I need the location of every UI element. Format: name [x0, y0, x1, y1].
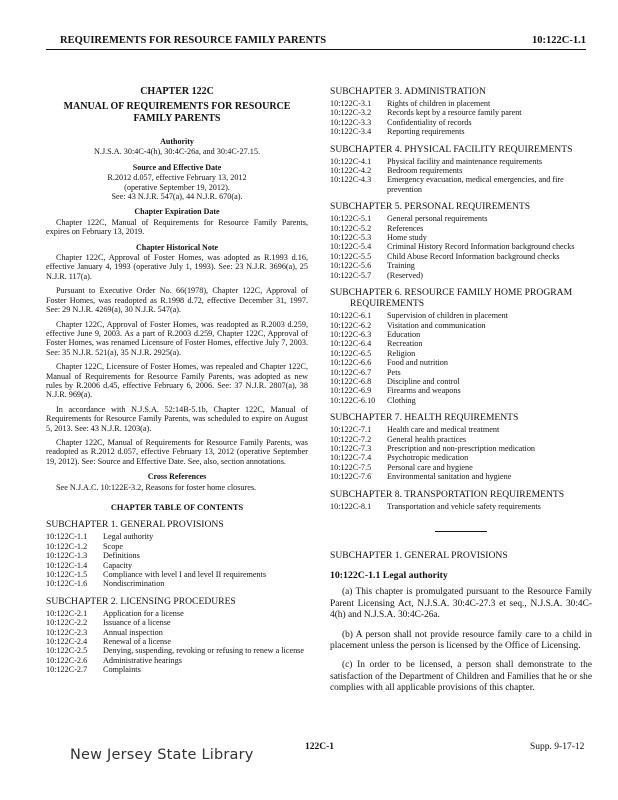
toc-entry — [46, 637, 308, 646]
toc-entry — [46, 665, 308, 674]
toc-heading: CHAPTER TABLE OF CONTENTS — [110, 503, 244, 512]
toc-entry — [330, 358, 592, 367]
subchapter-heading: SUBCHAPTER 1. GENERAL PROVISIONS — [46, 519, 224, 531]
toc-entry-title: Scope — [103, 541, 124, 551]
toc-entry — [330, 330, 592, 339]
toc-entry-title: Nondiscrimination — [103, 579, 165, 589]
toc-entry-number: 10:122C-7.4 — [330, 453, 372, 463]
toc-entry — [330, 175, 592, 194]
authority-heading: Authority — [160, 137, 194, 146]
toc-entry-number: 10:122C-1.3 — [46, 551, 88, 561]
source-line-3: See: 43 N.J.R. 547(a), 44 N.J.R. 670(a). — [111, 192, 243, 202]
toc-entry-number: 10:122C-6.1 — [330, 311, 372, 321]
toc-entry — [330, 377, 592, 386]
toc-entry-title: Religion — [387, 348, 416, 358]
paragraph-c: (c) In order to be licensed, a person shall demonstrate to the satisfaction of the Department of Children and Families that he or she complies with all applicable provisions of this chapter. — [330, 660, 592, 694]
toc-entry — [330, 502, 592, 511]
subchapter-heading: SUBCHAPTER 7. HEALTH REQUIREMENTS — [330, 412, 519, 424]
toc-entry-number: 10:122C-5.1 — [330, 214, 372, 224]
expiration-heading: Chapter Expiration Date — [134, 207, 220, 217]
toc-entry — [330, 108, 592, 117]
toc-entry-title: Training — [387, 261, 415, 271]
toc-entry — [330, 157, 592, 166]
toc-entry — [330, 386, 592, 395]
toc-entry — [330, 99, 592, 108]
toc-list — [330, 99, 592, 137]
section-heading: 10:122C-1.1 Legal authority — [330, 570, 448, 581]
toc-entry-title: Supervision of children in placement — [387, 311, 508, 321]
paragraph-b: (b) A person shall not provide resource family care to a child in placement unless the person is licensed by the Office of Licensing. — [330, 629, 592, 652]
toc-entry-number: 10:122C-3.4 — [330, 127, 372, 137]
toc-entry-title: Discipline and control — [387, 376, 460, 386]
toc-entry — [330, 472, 592, 481]
toc-entry-title: Legal authority — [103, 532, 154, 542]
toc-entry-title: Confidentiality of records — [387, 117, 472, 127]
toc-entry-title: Reporting requirements — [387, 127, 465, 137]
toc-entry-number: 10:122C-6.5 — [330, 348, 372, 358]
toc-entry — [46, 656, 308, 665]
toc-entry-number: 10:122C-6.9 — [330, 386, 372, 396]
toc-entry-title: Administrative hearings — [103, 655, 182, 665]
toc-entry — [330, 311, 592, 320]
toc-entry — [330, 214, 592, 223]
cross-references-text: See N.J.A.C. 10:122E-3.2, Reasons for foster home closures. — [56, 482, 257, 492]
toc-entry — [46, 609, 308, 618]
subchapter-heading — [330, 287, 592, 309]
toc-entry-title: Application for a license — [103, 608, 184, 618]
toc-entry-number: 10:122C-2.5 — [46, 646, 88, 656]
subchapter-heading: SUBCHAPTER 8. TRANSPORTATION REQUIREMENTS — [330, 488, 565, 500]
chapter-number: CHAPTER 122C — [140, 86, 214, 97]
subchapter-title-continued: REQUIREMENTS — [350, 298, 425, 310]
toc-entry-title: Definitions — [103, 551, 140, 561]
toc-entry-title: Bedroom requirements — [387, 166, 463, 176]
history-note: Chapter 122C, Approval of Foster Homes, was adopted as R.1993 d.16, effective January 4, 1993 (operative July 1, 1993). See: 23 N.J.R. 3696(a), 25 N.J.R. 117(a). — [46, 253, 308, 281]
toc-entry-number: 10:122C-1.4 — [46, 560, 88, 570]
header-title: REQUIREMENTS FOR RESOURCE FAMILY PARENTS — [60, 35, 327, 46]
toc-entry-title: Recreation — [387, 339, 423, 349]
toc-entry-number: 10:122C-6.4 — [330, 339, 372, 349]
toc-entry — [46, 628, 308, 637]
toc-entry — [46, 570, 308, 579]
toc-entry-title: (Reserved) — [387, 270, 423, 280]
toc-entry-title: Denying, suspending, revoking or refusing to renew a license — [103, 646, 304, 656]
subchapter-heading: SUBCHAPTER 3. ADMINISTRATION — [330, 86, 486, 97]
toc-entry — [330, 271, 592, 280]
history-note: Pursuant to Executive Order No. 66(1978), Chapter 122C, Approval of Foster Homes, was readopted as R.1998 d.72, effective December 31, 1997. See: 29 N.J.R. 4269(a), 30 N.J.R. 547(a). — [46, 286, 308, 315]
toc-entry-title: Personal care and hygiene — [387, 462, 473, 472]
toc-entry — [330, 463, 592, 472]
toc-entry — [46, 618, 308, 627]
toc-list — [330, 311, 592, 405]
toc-entry-number: 10:122C-5.7 — [330, 270, 372, 280]
toc-entry-title: Psychotropic medication — [387, 453, 469, 463]
toc-entry-number: 10:122C-5.4 — [330, 242, 372, 252]
toc-entry-title: Annual inspection — [103, 627, 163, 637]
toc-entry-number: 10:122C-5.2 — [330, 223, 372, 233]
toc-list — [330, 502, 592, 511]
toc-entry — [46, 579, 308, 588]
subchapter-heading: SUBCHAPTER 4. PHYSICAL FACILITY REQUIREMENTS — [330, 143, 573, 155]
section-divider — [435, 531, 487, 532]
toc-entry — [330, 127, 592, 136]
toc-entry-title: Criminal History Record Information background checks — [387, 242, 575, 252]
toc-list — [330, 157, 592, 195]
toc-entry-number: 10:122C-5.6 — [330, 261, 372, 271]
section-body — [330, 587, 592, 694]
toc-entry-title: Records kept by a resource family parent — [387, 108, 522, 118]
toc-entry-number: 10:122C-2.2 — [46, 618, 88, 628]
toc-entry-title: Child Abuse Record Information background checks — [387, 251, 560, 261]
page-number: 122C-1 — [305, 742, 335, 752]
toc-entry-number: 10:122C-6.7 — [330, 367, 372, 377]
toc-entry-number: 10:122C-3.1 — [330, 99, 372, 108]
toc-entry-title: Visitation and communication — [387, 320, 486, 330]
subchapter-heading: SUBCHAPTER 2. LICENSING PROCEDURES — [46, 595, 236, 607]
toc-entry — [330, 224, 592, 233]
toc-list — [330, 214, 592, 280]
toc-entry-title: Issuance of a license — [103, 618, 171, 628]
toc-entry-number: 10:122C-1.6 — [46, 579, 88, 589]
toc-entry-number: 10:122C-2.4 — [46, 637, 88, 647]
toc-entry — [330, 435, 592, 444]
source-line-1: R.2012 d.057, effective February 13, 2012 — [107, 173, 247, 183]
running-header — [46, 35, 586, 50]
toc-list — [330, 425, 592, 481]
body-subchapter-heading: SUBCHAPTER 1. GENERAL PROVISIONS — [330, 550, 508, 561]
toc-entry-title: Rights of children in placement — [387, 99, 491, 108]
toc-entry-number: 10:122C-6.2 — [330, 320, 372, 330]
toc-entry-number: 10:122C-4.1 — [330, 156, 372, 166]
toc-entry-number: 10:122C-2.7 — [46, 665, 88, 675]
expiration-text: Chapter 122C, Manual of Requirements for Resource Family Parents, expires on February 13, 2019. — [46, 217, 308, 237]
toc-entry — [330, 252, 592, 261]
source-line-2: (operative September 19, 2012). — [124, 182, 230, 192]
toc-entry-title: General health practices — [387, 434, 467, 444]
toc-entry — [330, 166, 592, 175]
toc-entry-number: 10:122C-6.10 — [330, 395, 376, 405]
toc-entry-number: 10:122C-7.5 — [330, 462, 372, 472]
toc-entry-title: Physical facility and maintenance requirements — [387, 156, 543, 166]
toc-entry — [330, 425, 592, 434]
toc-entry-number: 10:122C-2.1 — [46, 608, 88, 618]
toc-entry — [46, 532, 308, 541]
toc-entry-title: Pets — [387, 367, 401, 377]
toc-entry — [330, 321, 592, 330]
toc-entry-title: Education — [387, 329, 421, 339]
toc-entry — [330, 339, 592, 348]
toc-entry — [330, 349, 592, 358]
toc-entry-title: References — [387, 223, 424, 233]
toc-entry — [330, 261, 592, 270]
toc-entry-number: 10:122C-6.3 — [330, 329, 372, 339]
toc-entry-number: 10:122C-8.1 — [330, 501, 372, 511]
toc-entry-title: General personal requirements — [387, 214, 488, 224]
source-heading: Source and Effective Date — [132, 162, 222, 172]
supplement-date: Supp. 9-17-12 — [530, 742, 585, 752]
toc-entry-number: 10:122C-1.5 — [46, 570, 88, 580]
history-note: Chapter 122C, Manual of Requirements for Resource Family Parents, was readopted as R.2012 d.057, effective February 13, 2012 (operative September 19, 2012). See: Source and Effective Date. See, also, section annotations. — [46, 437, 308, 466]
toc-entry — [46, 551, 308, 560]
toc-entry-number: 10:122C-7.6 — [330, 472, 372, 482]
toc-entry-number: 10:122C-3.2 — [330, 108, 372, 118]
toc-entry-title: Clothing — [387, 395, 416, 405]
toc-entry-title: Health care and medical treatment — [387, 425, 500, 435]
toc-list — [46, 609, 308, 675]
toc-entry — [46, 646, 308, 655]
header-section-code: 10:122C-1.1 — [532, 35, 586, 46]
toc-list — [46, 532, 308, 588]
history-note: Chapter 122C, Approval of Foster Homes, was readopted as R.2003 d.259, effective June 9, 2003. As a part of R.2003 d.259, Chapter 122C, Approval of Foster Homes, was renamed Licensure of Foster Homes, effective July 7, 2003. See: 35 N.J.R. 521(a), 35 N.J.R. 2925(a). — [46, 319, 308, 357]
toc-entry-title: Environmental sanitation and hygiene — [387, 472, 512, 482]
toc-entry-number: 10:122C-3.3 — [330, 117, 372, 127]
toc-entry — [330, 453, 592, 462]
cross-references-heading: Cross References — [147, 472, 207, 482]
toc-entry-title: Food and nutrition — [387, 358, 448, 368]
toc-entry-number: 10:122C-4.3 — [330, 175, 372, 185]
toc-entry — [46, 561, 308, 570]
history-note: In accordance with N.J.S.A. 52:14B-5.1b, Chapter 122C, Manual of Requirements for Resource Family Parents, was scheduled to expire on August 5, 2013. See: 43 N.J.R. 1203(a). — [46, 404, 308, 433]
history-heading: Chapter Historical Note — [135, 242, 219, 252]
toc-entry-number: 10:122C-5.5 — [330, 251, 372, 261]
toc-entry-title: Firearms and weapons — [387, 386, 461, 396]
history-note: Chapter 122C, Licensure of Foster Homes, was repealed and Chapter 122C, Manual of Requirements for Resource Family Parents, was adopted as new rules by R.2006 d.45, effective February 6, 2006. See: 37 N.J.R. 2807(a), 38 N.J.R. 969(a). — [46, 362, 308, 400]
authority-text: N.J.S.A. 30:4C-4(h), 30:4C-26a, and 30:4C-27.15. — [93, 147, 261, 157]
toc-entry — [330, 233, 592, 242]
toc-entry — [330, 242, 592, 251]
toc-entry-number: 10:122C-5.3 — [330, 233, 372, 243]
toc-entry-number: 10:122C-2.3 — [46, 627, 88, 637]
toc-entry-title: Compliance with level I and level II requirements — [103, 570, 267, 580]
toc-entry — [330, 396, 592, 405]
subchapter-heading: SUBCHAPTER 5. PERSONAL REQUIREMENTS — [330, 201, 531, 213]
toc-entry-title: Renewal of a license — [103, 637, 171, 647]
toc-entry-number: 10:122C-7.3 — [330, 443, 372, 453]
toc-entry-title: Transportation and vehicle safety requirements — [387, 501, 541, 511]
toc-entry-title: Home study — [387, 233, 427, 243]
toc-entry — [330, 118, 592, 127]
paragraph-a: (a) This chapter is promulgated pursuant to the Resource Family Parent Licensing Act, N.J.S.A. 30:4C-27.3 et seq., N.J.S.A. 30:4C-4(h) and N.J.S.A. 30:4C-26a. — [330, 587, 592, 621]
toc-entry-number: 10:122C-4.2 — [330, 166, 372, 176]
toc-entry-number: 10:122C-1.2 — [46, 541, 88, 551]
toc-entry-number: 10:122C-1.1 — [46, 532, 88, 542]
chapter-title: MANUAL OF REQUIREMENTS FOR RESOURCE FAMILY PARENTS — [63, 101, 291, 124]
library-watermark: New Jersey State Library — [70, 747, 254, 763]
toc-entry — [330, 368, 592, 377]
right-column — [330, 86, 592, 703]
toc-entry — [330, 444, 592, 453]
toc-entry-number: 10:122C-2.6 — [46, 655, 88, 665]
toc-entry-title: Complaints — [103, 665, 141, 675]
toc-entry-title: Prescription and non-prescription medication — [387, 443, 536, 453]
left-column — [46, 86, 308, 675]
toc-entry — [46, 542, 308, 551]
toc-entry-number: 10:122C-6.8 — [330, 376, 372, 386]
toc-entry-title: Capacity — [103, 560, 133, 570]
subchapter-title: SUBCHAPTER 6. RESOURCE FAMILY HOME PROGRAM — [330, 287, 573, 299]
toc-entry-number: 10:122C-7.2 — [330, 434, 372, 444]
toc-entry-number: 10:122C-6.6 — [330, 358, 372, 368]
toc-entry-title: Emergency evacuation, medical emergencies, and fire prevention — [387, 175, 564, 194]
toc-entry-number: 10:122C-7.1 — [330, 425, 372, 435]
